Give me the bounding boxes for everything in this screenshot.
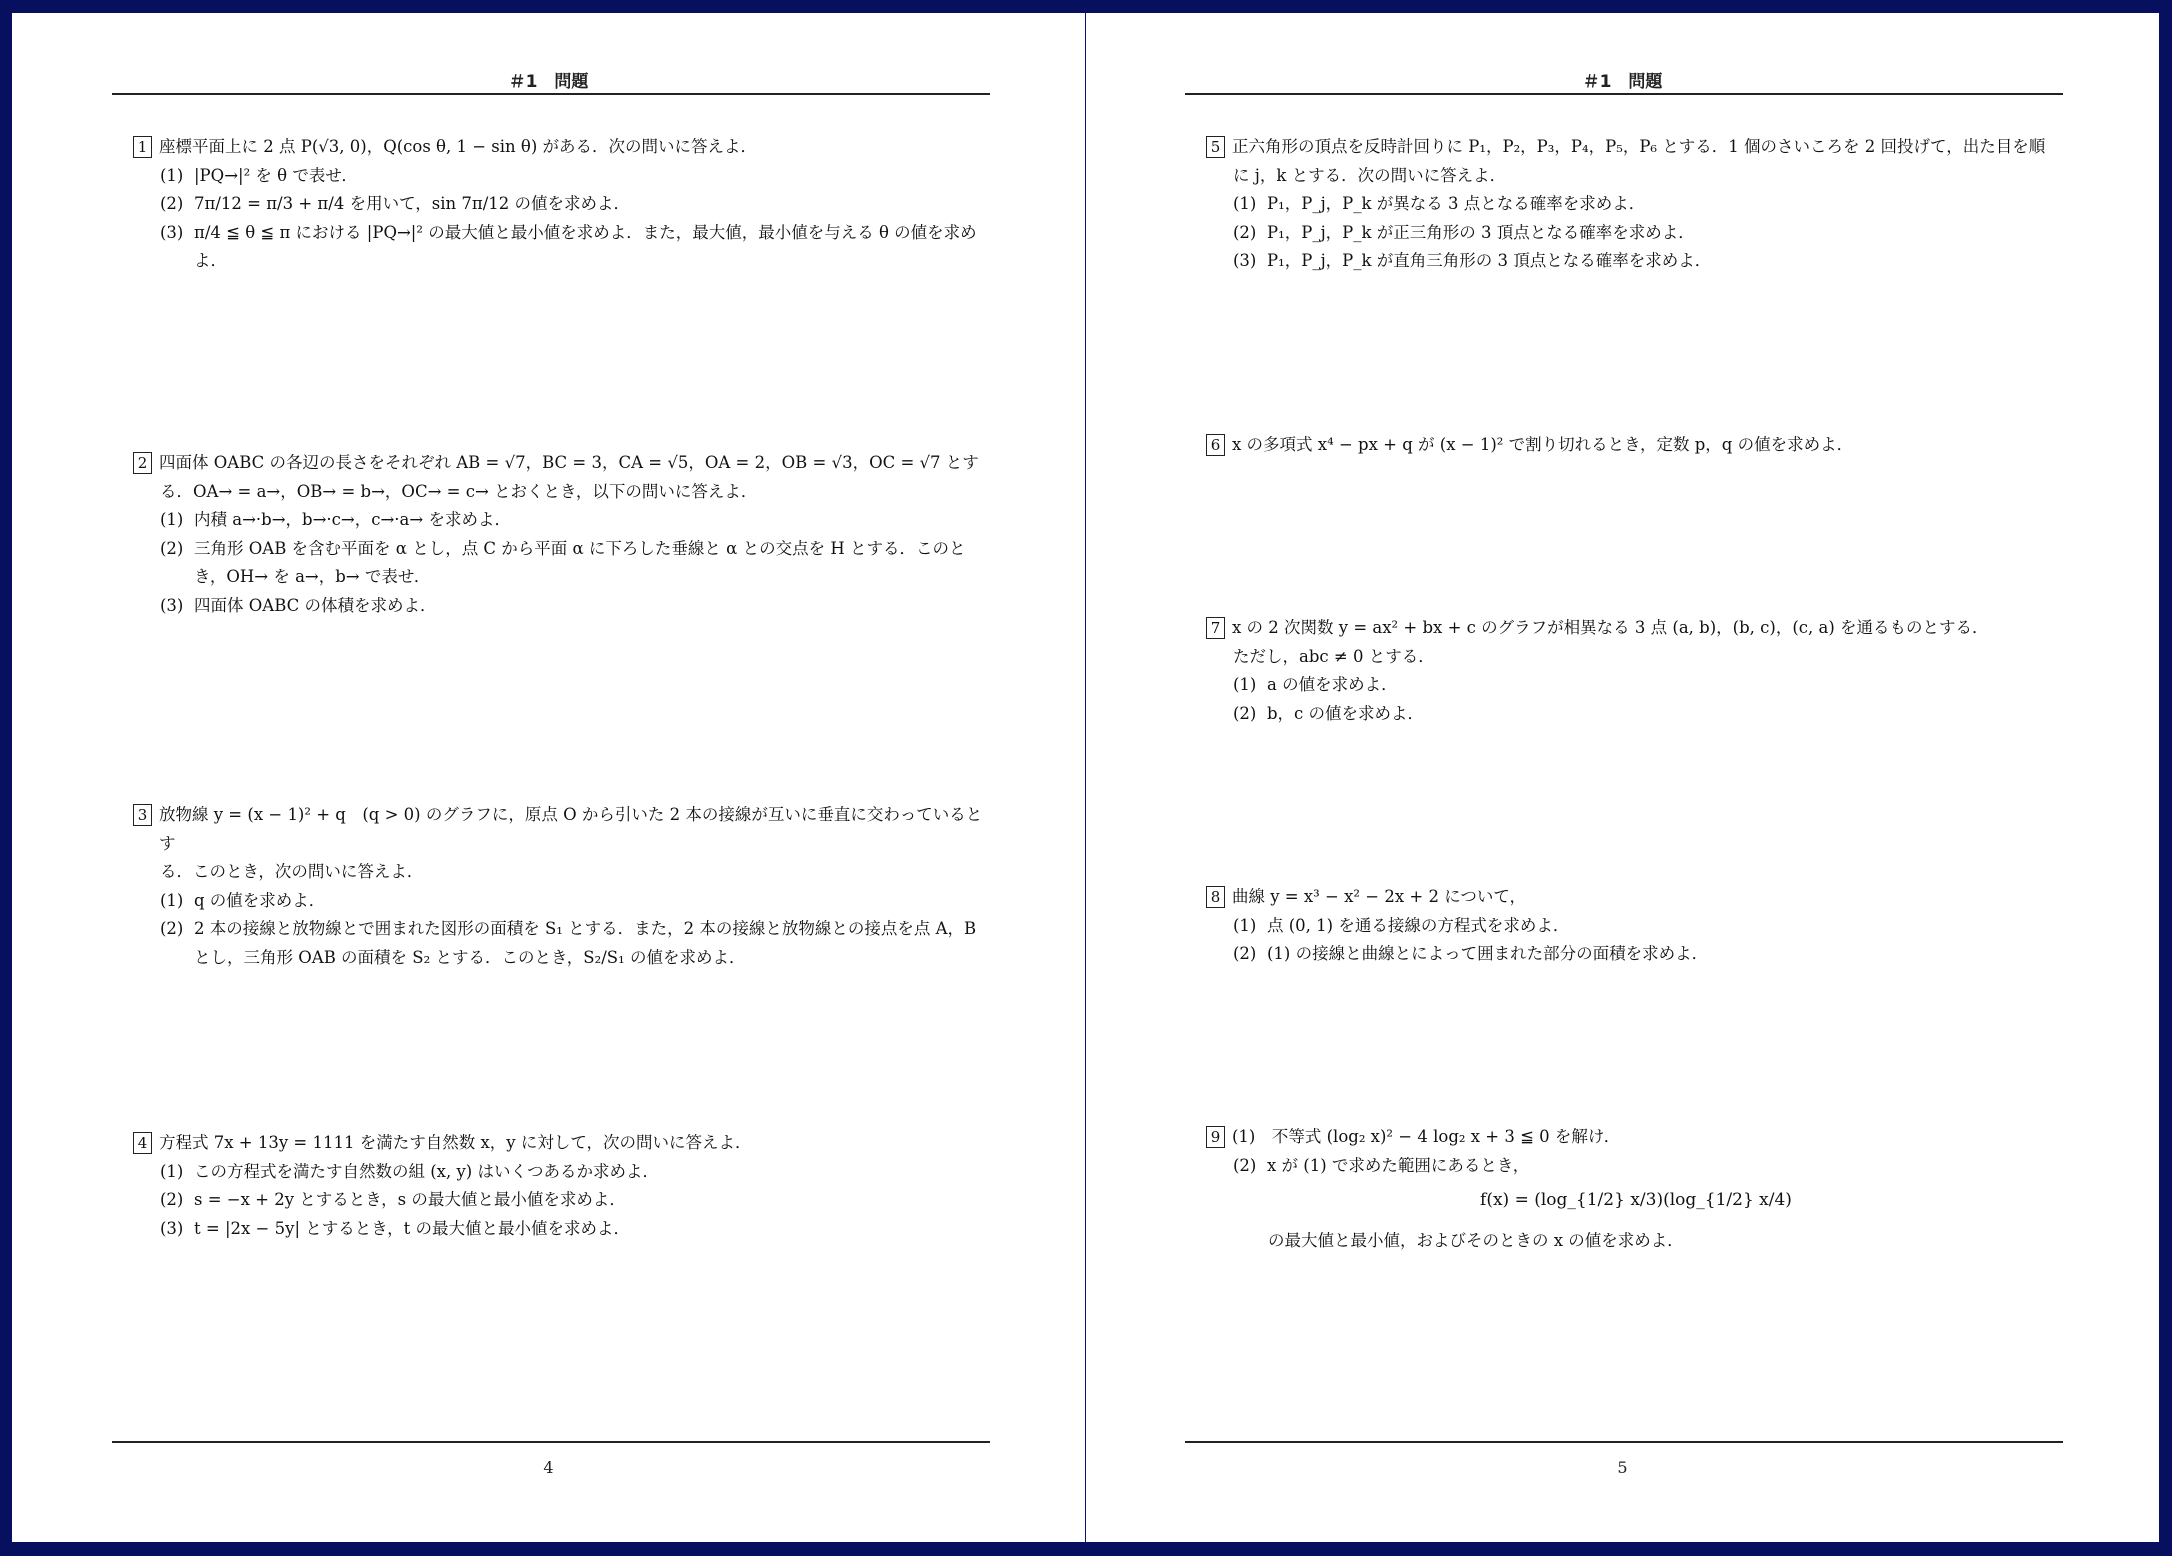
problem-stem-continued: ただし，abc ≠ 0 とする． <box>1233 646 1435 666</box>
sub-text: |PQ→|² を θ で表せ． <box>194 165 358 185</box>
problem-number-box: 2 <box>133 452 152 474</box>
sub-text: 三角形 OAB を含む平面を α とし，点 C から平面 α に下ろした垂線と α との交点を H とする．このとき，OH→ を a→，b→ で表せ． <box>194 538 966 586</box>
sub-question <box>133 1158 993 1187</box>
sub-text: P₁，P_j，P_k が直角三角形の 3 頂点となる確率を求めよ． <box>1267 251 1712 270</box>
problem-3 <box>133 801 993 972</box>
sub-text: 2 本の接線と放物線とで囲まれた図形の面積を S₁ とする．また，2 本の接線と放物線との接点を点 A，B とし，三角形 OAB の面積を S₂ とする．このとき，S₂/S₁ の値を求めよ． <box>194 919 977 967</box>
sub-question <box>133 915 993 972</box>
sub-text: P₁，P_j，P_k が異なる 3 点となる確率を求めよ． <box>1267 194 1646 213</box>
problem-number-box: 6 <box>1206 434 1225 456</box>
sub-question <box>133 1186 993 1215</box>
problem-number-box: 8 <box>1206 886 1225 908</box>
sub-label: (2) <box>160 1190 184 1209</box>
sub-label: (1) <box>160 510 184 529</box>
sub-question <box>1206 700 2066 729</box>
problem-1 <box>133 133 993 276</box>
sub-label: (3) <box>160 222 184 242</box>
sub-label: (2) <box>160 194 184 213</box>
problem-2 <box>133 449 993 620</box>
problem-stem-continued: る．このとき，次の問いに答えよ． <box>160 862 424 881</box>
problem-stem: (1) 不等式 (log₂ x)² − 4 log₂ x + 3 ≦ 0 を解け． <box>1232 1127 1621 1146</box>
problem-stem: 正六角形の頂点を反時計回りに P₁，P₂，P₃，P₄，P₅，P₆ とする．1 個のさいころを 2 回投げて，出た目を順 <box>1232 137 2046 156</box>
problem-number-box: 9 <box>1206 1126 1225 1148</box>
sub-text: この方程式を満たす自然数の組 (x, y) はいくつあるか求めよ． <box>194 1161 659 1181</box>
sub-text: (1) の接線と曲線とによって囲まれた部分の面積を求めよ． <box>1267 944 1709 963</box>
sub-question <box>1206 247 2066 276</box>
footer-rule <box>112 1441 990 1443</box>
sub-text: b，c の値を求めよ． <box>1267 703 1425 723</box>
sub-label: (1) <box>160 165 184 185</box>
problem-number-box: 3 <box>133 804 152 826</box>
sub-text: 7π/12 = π/3 + π/4 を用いて，sin 7π/12 の値を求めよ． <box>194 194 631 213</box>
sub-label: (1) <box>1233 675 1257 694</box>
sub-text: x が (1) で求めた範囲にあるとき， <box>1267 1155 1530 1175</box>
sub-text: a の値を求めよ． <box>1267 675 1398 694</box>
sub-text: 内積 a→·b→，b→·c→，c→·a→ を求めよ． <box>194 510 511 529</box>
sub-question <box>1206 940 2066 969</box>
sub-question <box>133 1215 993 1244</box>
problem-9 <box>1206 1123 2066 1255</box>
problem-number-box: 1 <box>133 136 152 158</box>
sub-question <box>133 887 993 916</box>
problem-number-box: 4 <box>133 1132 152 1154</box>
problem-number-box: 7 <box>1206 617 1225 639</box>
problem-stem: x の多項式 x⁴ − px + q が (x − 1)² で割り切れるとき，定数 p，q の値を求めよ． <box>1232 435 1854 454</box>
page-header-title: ＃1 問題 <box>1582 72 1663 92</box>
problem-7 <box>1206 614 2066 728</box>
sub-label: (2) <box>160 538 184 558</box>
problem-number-box: 5 <box>1206 136 1225 158</box>
problem-8 <box>1206 883 2066 969</box>
sub-label: (1) <box>160 1161 184 1181</box>
page-header-title: ＃1 問題 <box>508 72 589 92</box>
sub-label: (3) <box>160 595 184 615</box>
page-number: 5 <box>1617 1458 1628 1477</box>
problem-4 <box>133 1129 993 1243</box>
sub-label: (1) <box>160 890 184 910</box>
sub-text: s = −x + 2y とするとき，s の最大値と最小値を求めよ． <box>194 1190 626 1209</box>
display-equation: f(x) = (log_{1/2} x/3)(log_{1/2} x/4) <box>1480 1190 1792 1210</box>
problem-stem-continued: に j，k とする．次の問いに答えよ． <box>1233 165 1507 185</box>
sub-label: (2) <box>1233 1155 1257 1175</box>
sub-label: (1) <box>1233 915 1257 935</box>
sub-question <box>133 506 993 535</box>
sub-question <box>1206 219 2066 248</box>
sub-label: (2) <box>1233 944 1257 963</box>
problem-6 <box>1206 431 2066 460</box>
header-rule <box>112 93 990 95</box>
problem-stem: 曲線 y = x³ − x² − 2x + 2 について， <box>1232 887 1527 906</box>
footer-rule <box>1185 1441 2063 1443</box>
sub-question <box>133 535 993 592</box>
display-equation-tail: の最大値と最小値，およびそのときの x の値を求めよ． <box>1268 1230 1684 1250</box>
sub-question <box>1206 912 2066 941</box>
sub-label: (1) <box>1233 194 1257 213</box>
problem-stem-continued: る．OA→ = a→，OB→ = b→，OC→ = c→ とおくとき，以下の問いに答えよ． <box>160 481 758 501</box>
sub-question <box>1206 1152 2066 1181</box>
problem-stem: 放物線 y = (x − 1)² + q (q > 0) のグラフに，原点 O から引いた 2 本の接線が互いに垂直に交わっているとす <box>159 805 983 853</box>
sub-question <box>1206 671 2066 700</box>
sub-question <box>133 219 993 276</box>
sub-question <box>1206 190 2066 219</box>
sub-text: q の値を求めよ． <box>194 890 326 910</box>
sub-question <box>133 162 993 191</box>
sub-label: (2) <box>160 919 184 938</box>
sub-label: (3) <box>160 1218 184 1238</box>
problem-5 <box>1206 133 2066 276</box>
right-page <box>1086 13 2159 1542</box>
sub-text: π/4 ≦ θ ≦ π における |PQ→|² の最大値と最小値を求めよ．また，最大値，最小値を与える θ の値を求めよ． <box>194 222 977 270</box>
page-number: 4 <box>543 1458 554 1477</box>
sub-label: (2) <box>1233 703 1257 723</box>
problem-stem: 方程式 7x + 13y = 1111 を満たす自然数 x，y に対して，次の問いに答えよ． <box>159 1133 752 1152</box>
problem-stem: 四面体 OABC の各辺の長さをそれぞれ AB = √7，BC = 3，CA = √5，OA = 2，OB = √3，OC = √7 とす <box>159 453 979 472</box>
sub-text: P₁，P_j，P_k が正三角形の 3 頂点となる確率を求めよ． <box>1267 222 1695 242</box>
left-page <box>12 13 1085 1542</box>
problem-stem: 座標平面上に 2 点 P(√3, 0)，Q(cos θ, 1 − sin θ) がある．次の問いに答えよ． <box>159 137 758 156</box>
sub-text: 点 (0, 1) を通る接線の方程式を求めよ． <box>1267 915 1570 935</box>
sub-label: (3) <box>1233 251 1257 270</box>
problem-stem: x の 2 次関数 y = ax² + bx + c のグラフが相異なる 3 点 (a, b)，(b, c)，(c, a) を通るものとする． <box>1232 618 1989 637</box>
sub-label: (2) <box>1233 222 1257 242</box>
header-rule <box>1185 93 2063 95</box>
sub-question <box>133 592 993 621</box>
sub-text: 四面体 OABC の体積を求めよ． <box>194 595 437 615</box>
sub-text: t = |2x − 5y| とするとき，t の最大値と最小値を求めよ． <box>194 1218 630 1238</box>
sub-question <box>133 190 993 219</box>
